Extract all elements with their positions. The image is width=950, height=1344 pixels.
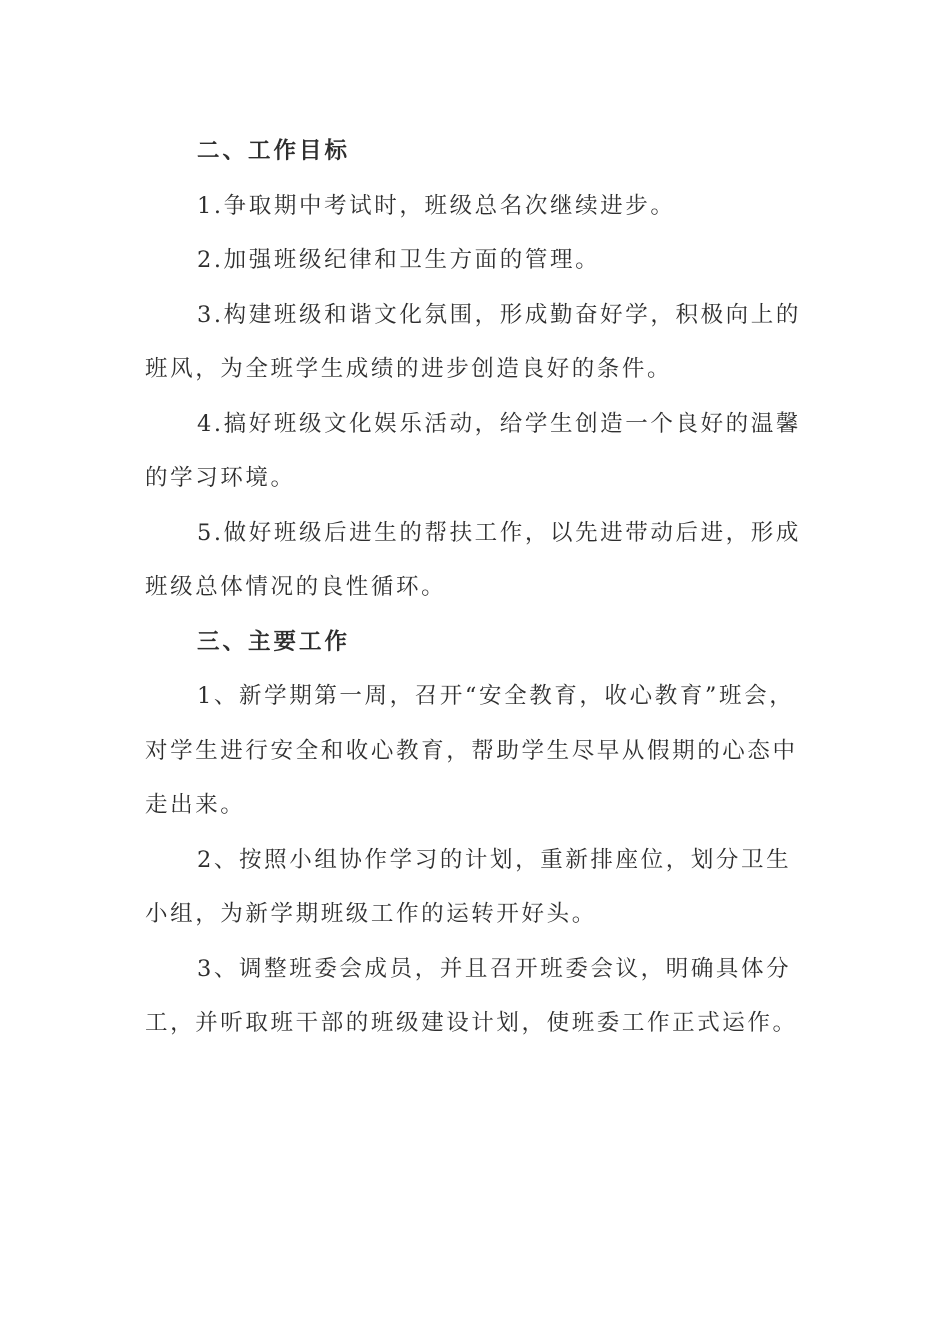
goal-item-5: 5.做好班级后进生的帮扶工作，以先进带动后进，形成班级总体情况的良性循环。 — [145, 519, 801, 600]
goal-item-3: 3.构建班级和谐文化氛围，形成勤奋好学，积极向上的班风，为全班学生成绩的进步创造良好的条件。 — [145, 301, 801, 382]
document-body — [145, 124, 805, 1051]
section-heading-main-work: 三、主要工作 — [197, 628, 351, 655]
goal-item-1: 1.争取期中考试时，班级总名次继续进步。 — [197, 192, 676, 219]
work-item-3: 3、调整班委会成员，并且召开班委会议，明确具体分工，并听取班干部的班级建设计划，使班委工作正式运作。 — [145, 955, 798, 1036]
goal-item-2: 2.加强班级纪律和卫生方面的管理。 — [197, 247, 601, 273]
work-item-2: 2、按照小组协作学习的计划，重新排座位，划分卫生小组，为新学期班级工作的运转开好头。 — [145, 846, 792, 927]
goal-item-4: 4.搞好班级文化娱乐活动，给学生创造一个良好的温馨的学习环境。 — [145, 410, 801, 491]
section-heading-goals: 二、工作目标 — [197, 138, 351, 164]
work-item-1: 1、新学期第一周，召开“安全教育，收心教育”班会，对学生进行安全和收心教育，帮助学生尽早从假期的心态中走出来。 — [145, 683, 798, 818]
